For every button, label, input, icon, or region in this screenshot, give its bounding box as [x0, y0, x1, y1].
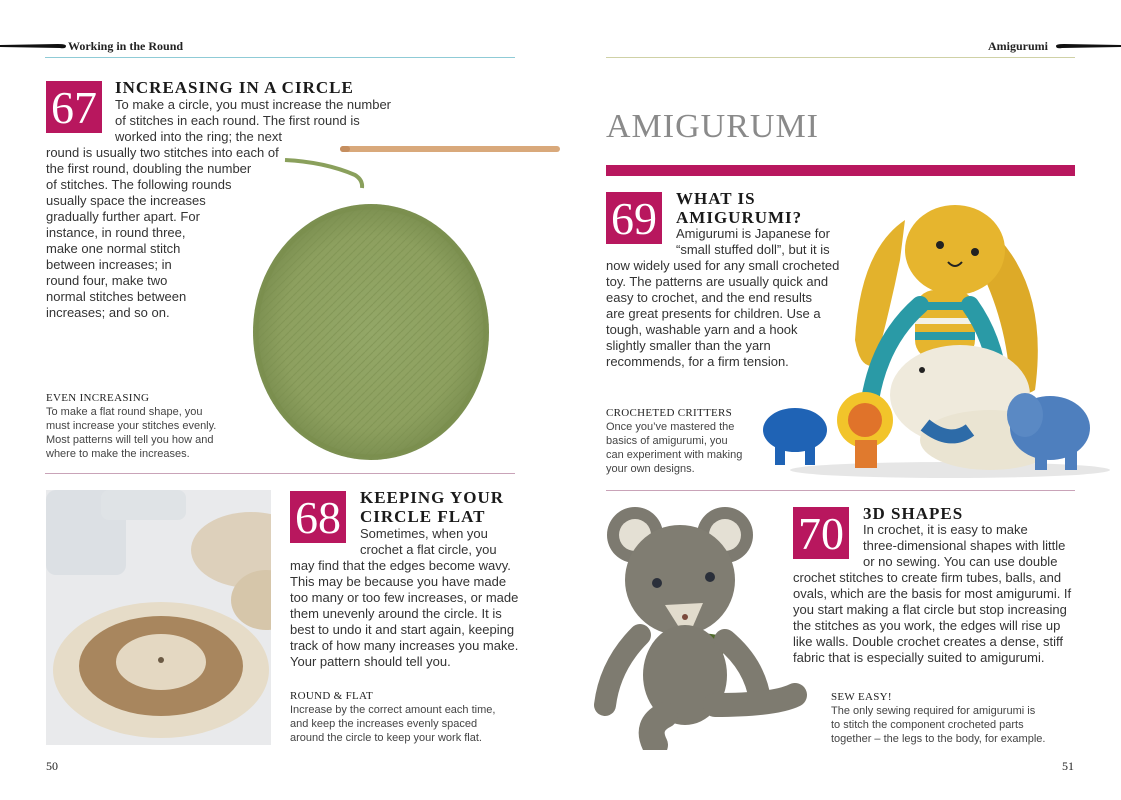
tip-body: round is usually two stitches into each of the first round, doubling the number of stitches. The following rounds usually space the increases gradually further apart. For instance, in round three, make one normal stitch between increases; in round four, make two normal stitches between increases; and so on.: [46, 145, 279, 320]
tip-title: 3D SHAPES: [863, 504, 964, 523]
caption-heading: ROUND & FLAT: [290, 690, 374, 702]
caption-heading: CROCHETED CRITTERS: [606, 407, 733, 419]
caption-sew-easy: SEW EASY! The only sewing required for amigurumi is to stitch the component crocheted parts together – the legs to the body, for example.: [831, 691, 1071, 746]
chapter-title: AMIGURUMI: [606, 108, 819, 145]
caption-even-increasing: EVEN INCREASING To make a flat round shape, you must increase your stitches evenly. Most patterns will tell you how and where to make the increases.: [46, 392, 246, 461]
caption-crocheted-critters: CROCHETED CRITTERS Once you’ve mastered the basics of amigurumi, you can experiment with making your own designs.: [606, 407, 766, 476]
tip-body: crochet stitches to create firm tubes, balls, and ovals, which are the basis for most amigurumi. If you start making a flat circle but stop increasing the stitches as you work, the edges will rise up like walls. Double crochet creates a dense, stiff fabric that is especially suited to amigurumi.: [793, 570, 1072, 665]
caption-heading: SEW EASY!: [831, 691, 892, 703]
caption-round-flat: ROUND & FLAT Increase by the correct amount each time, and keep the increases evenly spaced around the circle to keep your work flat.: [290, 690, 520, 745]
tip-body-top: Sometimes, when you crochet a flat circle, you: [360, 526, 497, 557]
tip-title: KEEPING YOUR CIRCLE FLAT: [360, 488, 505, 526]
page-number-left: 50: [46, 759, 58, 773]
tip-body-top: To make a circle, you must increase the number of stitches in each round. The first round is worked into the ring; the next: [115, 97, 392, 144]
grey-mouse-toy-image: [585, 505, 815, 750]
tip-body-top: Amigurumi is Japanese for “small stuffed doll”, but it is: [676, 226, 830, 257]
tip-number-badge: 70: [793, 507, 849, 559]
amigurumi-toys-image: [750, 190, 1121, 480]
running-head-right: Amigurumi: [988, 39, 1048, 53]
header-rule-right: [606, 57, 1075, 58]
crochet-hook: [340, 146, 560, 152]
tip-title: INCREASING IN A CIRCLE: [115, 78, 354, 97]
tip-body: may find that the edges become wavy. This may be because you have made too many or too few increases, or made them unevenly around the circle. It is best to undo it and start again, keeping track of how many increases you make. Your pattern should tell you.: [290, 558, 519, 669]
tip-title: WHAT IS AMIGURUMI?: [676, 189, 803, 227]
chapter-title-bar: [606, 165, 1075, 176]
tip-number-badge: 69: [606, 192, 662, 244]
section-divider: [45, 473, 515, 474]
header-rule-left: [45, 57, 515, 58]
running-head-left: Working in the Round: [68, 39, 184, 53]
green-crochet-circle-image: [245, 140, 565, 465]
tip-number-badge: 67: [46, 81, 102, 133]
page-number-right: 51: [1062, 759, 1074, 773]
section-divider: [606, 490, 1075, 491]
caption-heading: EVEN INCREASING: [46, 392, 150, 404]
tip-body: now widely used for any small crocheted toy. The patterns are usually quick and easy to crochet, and the end results are great presents for children. Use a tough, washable yarn and a hook slightly smaller than the yarn recommends, for a firm tension.: [606, 258, 840, 369]
crochet-hook-icon: [1054, 40, 1121, 52]
crochet-coasters-image: [46, 490, 271, 745]
crochet-hook-icon: [0, 40, 70, 52]
tip-body-top: In crochet, it is easy to make three-dimensional shapes with little or no sewing. You can use double: [863, 522, 1066, 569]
tip-number-badge: 68: [290, 491, 346, 543]
